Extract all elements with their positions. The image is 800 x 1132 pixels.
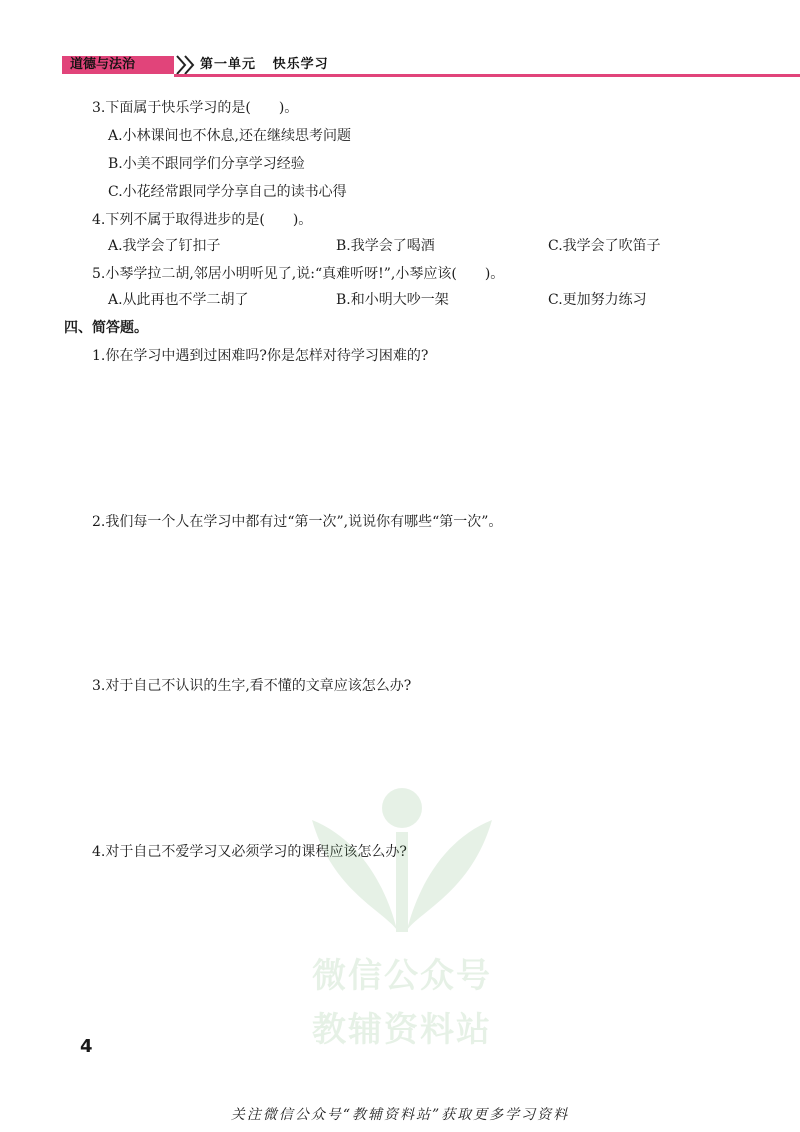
question-4-stem: 4.下列不属于取得进步的是( )。 xyxy=(92,212,313,228)
subject-label: 道德与法治 xyxy=(70,57,136,72)
question-3-option-a: A.小林课间也不休息,还在继续思考问题 xyxy=(108,128,352,144)
question-5-option-a: A.从此再也不学二胡了 xyxy=(108,292,249,308)
question-3-option-c: C.小花经常跟同学分享自己的读书心得 xyxy=(108,184,347,200)
unit-title: 第一单元 快乐学习 xyxy=(200,57,329,72)
short-answer-2: 2.我们每一个人在学习中都有过“第一次”,说说你有哪些“第一次”。 xyxy=(92,514,503,530)
question-4-option-a: A.我学会了钉扣子 xyxy=(108,238,221,254)
footer-note: 关注微信公众号“教辅资料站”获取更多学习资料 xyxy=(230,1107,570,1123)
page-header xyxy=(62,50,800,76)
question-5-stem: 5.小琴学拉二胡,邻居小明听见了,说:“真难听呀!”,小琴应该( )。 xyxy=(92,266,505,282)
short-answer-3: 3.对于自己不认识的生字,看不懂的文章应该怎么办? xyxy=(92,678,412,694)
page-number: 4 xyxy=(80,1036,93,1057)
question-4-option-b: B.我学会了喝酒 xyxy=(336,238,435,254)
watermark-line-2: 教辅资料站 xyxy=(312,1010,492,1050)
header-rule xyxy=(174,74,800,77)
watermark-line-1: 微信公众号 xyxy=(312,956,492,996)
section-4-title: 四、简答题。 xyxy=(64,320,148,336)
question-3-option-b: B.小美不跟同学们分享学习经验 xyxy=(108,156,305,172)
question-5-option-c: C.更加努力练习 xyxy=(548,292,647,308)
leaf-logo-icon xyxy=(292,780,512,940)
short-answer-4: 4.对于自己不爱学习又必须学习的课程应该怎么办? xyxy=(92,844,407,860)
question-3-stem: 3.下面属于快乐学习的是( )。 xyxy=(92,100,299,116)
question-4-option-c: C.我学会了吹笛子 xyxy=(548,238,661,254)
question-5-option-b: B.和小明大吵一架 xyxy=(336,292,449,308)
watermark xyxy=(292,780,512,1060)
short-answer-1: 1.你在学习中遇到过困难吗?你是怎样对待学习困难的? xyxy=(92,348,429,364)
